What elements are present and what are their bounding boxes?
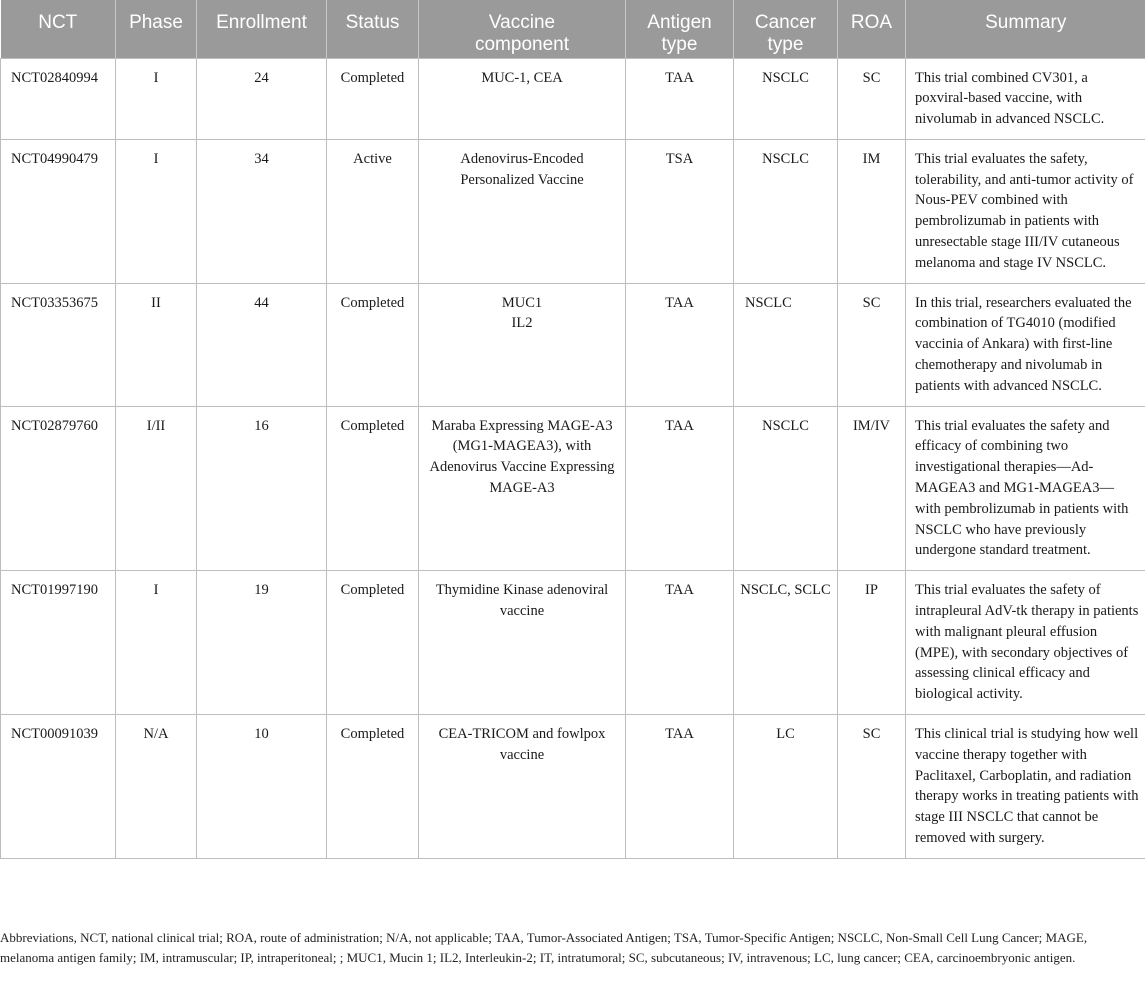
cell-cancer-type: NSCLC, SCLC bbox=[734, 571, 838, 715]
cell-enrollment: 34 bbox=[197, 139, 327, 283]
cell-status: Completed bbox=[327, 406, 419, 571]
cell-nct: NCT02840994 bbox=[1, 58, 116, 139]
vaccine-line: CEA-TRICOM and fowlpox vaccine bbox=[438, 726, 606, 763]
cell-nct: NCT00091039 bbox=[1, 715, 116, 859]
header-summary: Summary bbox=[906, 0, 1145, 58]
cell-antigen-type: TSA bbox=[626, 139, 734, 283]
cell-vaccine-component bbox=[419, 715, 626, 859]
header-antigen-type: Antigen type bbox=[626, 0, 734, 58]
header-row bbox=[1, 0, 1145, 58]
header-status: Status bbox=[327, 0, 419, 58]
vaccine-line: Maraba Expressing MAGE-A3 (MG1-MAGEA3), with Adenovirus Vaccine Expressing MAGE-A3 bbox=[429, 417, 615, 497]
cell-phase: N/A bbox=[116, 715, 197, 859]
table-row bbox=[1, 139, 1145, 283]
cell-summary: This trial combined CV301, a poxviral-based vaccine, with nivolumab in advanced NSCLC. bbox=[906, 58, 1145, 139]
cell-roa: IM/IV bbox=[838, 406, 906, 571]
vaccine-line: Thymidine Kinase adenoviral vaccine bbox=[435, 582, 609, 620]
cell-cancer-type: LC bbox=[734, 715, 838, 859]
vaccine-line: MUC1 bbox=[501, 294, 543, 311]
cell-vaccine-component bbox=[419, 283, 626, 406]
table-row bbox=[1, 715, 1145, 859]
table-row bbox=[1, 58, 1145, 139]
cell-roa: IM bbox=[838, 139, 906, 283]
cell-cancer-type: NSCLC bbox=[734, 283, 838, 406]
cell-antigen-type: TAA bbox=[626, 406, 734, 571]
cell-status: Completed bbox=[327, 715, 419, 859]
cell-phase: II bbox=[116, 283, 197, 406]
header-phase: Phase bbox=[116, 0, 197, 58]
cell-status: Active bbox=[327, 139, 419, 283]
cell-enrollment: 24 bbox=[197, 58, 327, 139]
vaccine-line: MUC-1, CEA bbox=[481, 69, 563, 86]
cell-status: Completed bbox=[327, 58, 419, 139]
header-vaccine-component: Vaccine component bbox=[419, 0, 626, 58]
cell-vaccine-component bbox=[419, 139, 626, 283]
cell-phase: I/II bbox=[116, 406, 197, 571]
cell-antigen-type: TAA bbox=[626, 58, 734, 139]
cell-antigen-type: TAA bbox=[626, 571, 734, 715]
cell-summary: This clinical trial is studying how well vaccine therapy together with Paclitaxel, Carboplatin, and radiation therapy works in treating patients with stage III NSCLC that cannot be removed with surgery. bbox=[906, 715, 1145, 859]
cell-roa: SC bbox=[838, 58, 906, 139]
cell-roa: IP bbox=[838, 571, 906, 715]
table-row bbox=[1, 571, 1145, 715]
cell-enrollment: 44 bbox=[197, 283, 327, 406]
cell-nct: NCT03353675 bbox=[1, 283, 116, 406]
vaccine-line: IL2 bbox=[511, 315, 533, 332]
abbreviations-footnote: Abbreviations, NCT, national clinical trial; ROA, route of administration; N/A, not applicable; TAA, Tumor-Associated Antigen; TSA, Tumor-Specific Antigen; NSCLC, Non-Small Cell Lung Cancer; MAGE, melanoma antigen family; IM, intramuscular; IP, intraperitoneal; ; MUC1, Mucin 1; IL2, Interleukin-2; IT, intratumoral; SC, subcutaneous; IV, intravenous; LC, lung cancer; CEA, carcinoembryonic antigen. bbox=[0, 930, 1088, 965]
cell-enrollment: 16 bbox=[197, 406, 327, 571]
cell-cancer-type: NSCLC bbox=[734, 406, 838, 571]
table-row bbox=[1, 406, 1145, 571]
header-nct: NCT bbox=[1, 0, 116, 58]
cell-phase: I bbox=[116, 58, 197, 139]
cell-nct: NCT04990479 bbox=[1, 139, 116, 283]
cell-enrollment: 19 bbox=[197, 571, 327, 715]
cell-vaccine-component bbox=[419, 571, 626, 715]
cell-status: Completed bbox=[327, 571, 419, 715]
cell-nct: NCT01997190 bbox=[1, 571, 116, 715]
cell-nct: NCT02879760 bbox=[1, 406, 116, 571]
cell-antigen-type: TAA bbox=[626, 283, 734, 406]
cell-vaccine-component bbox=[419, 58, 626, 139]
cell-status: Completed bbox=[327, 283, 419, 406]
table-row bbox=[1, 283, 1145, 406]
cell-roa: SC bbox=[838, 715, 906, 859]
cell-summary: This trial evaluates the safety and efficacy of combining two investigational therapies—Ad-MAGEA3 and MG1-MAGEA3—with pembrolizumab in patients with NSCLC who have previously undergone standard treatment. bbox=[906, 406, 1145, 571]
vaccine-line: Adenovirus-Encoded Personalized Vaccine bbox=[460, 150, 584, 188]
header-enrollment: Enrollment bbox=[197, 0, 327, 58]
cell-summary: This trial evaluates the safety, tolerability, and anti-tumor activity of Nous-PEV combined with pembrolizumab in patients with unresectable stage III/IV cutaneous melanoma and stage IV NSCLC. bbox=[906, 139, 1145, 283]
cell-vaccine-component bbox=[419, 406, 626, 571]
cell-roa: SC bbox=[838, 283, 906, 406]
cell-summary: This trial evaluates the safety of intrapleural AdV-tk therapy in patients with malignant pleural effusion (MPE), with secondary objectives of assessing clinical efficacy and biological activity. bbox=[906, 571, 1145, 715]
header-roa: ROA bbox=[838, 0, 906, 58]
cell-enrollment: 10 bbox=[197, 715, 327, 859]
cell-cancer-type: NSCLC bbox=[734, 58, 838, 139]
header-cancer-type: Cancer type bbox=[734, 0, 838, 58]
cell-phase: I bbox=[116, 571, 197, 715]
cell-cancer-type: NSCLC bbox=[734, 139, 838, 283]
cell-summary: In this trial, researchers evaluated the combination of TG4010 (modified vaccinia of Ankara) with first-line chemotherapy and nivolumab in patients with advanced NSCLC. bbox=[906, 283, 1145, 406]
cell-antigen-type: TAA bbox=[626, 715, 734, 859]
cell-phase: I bbox=[116, 139, 197, 283]
